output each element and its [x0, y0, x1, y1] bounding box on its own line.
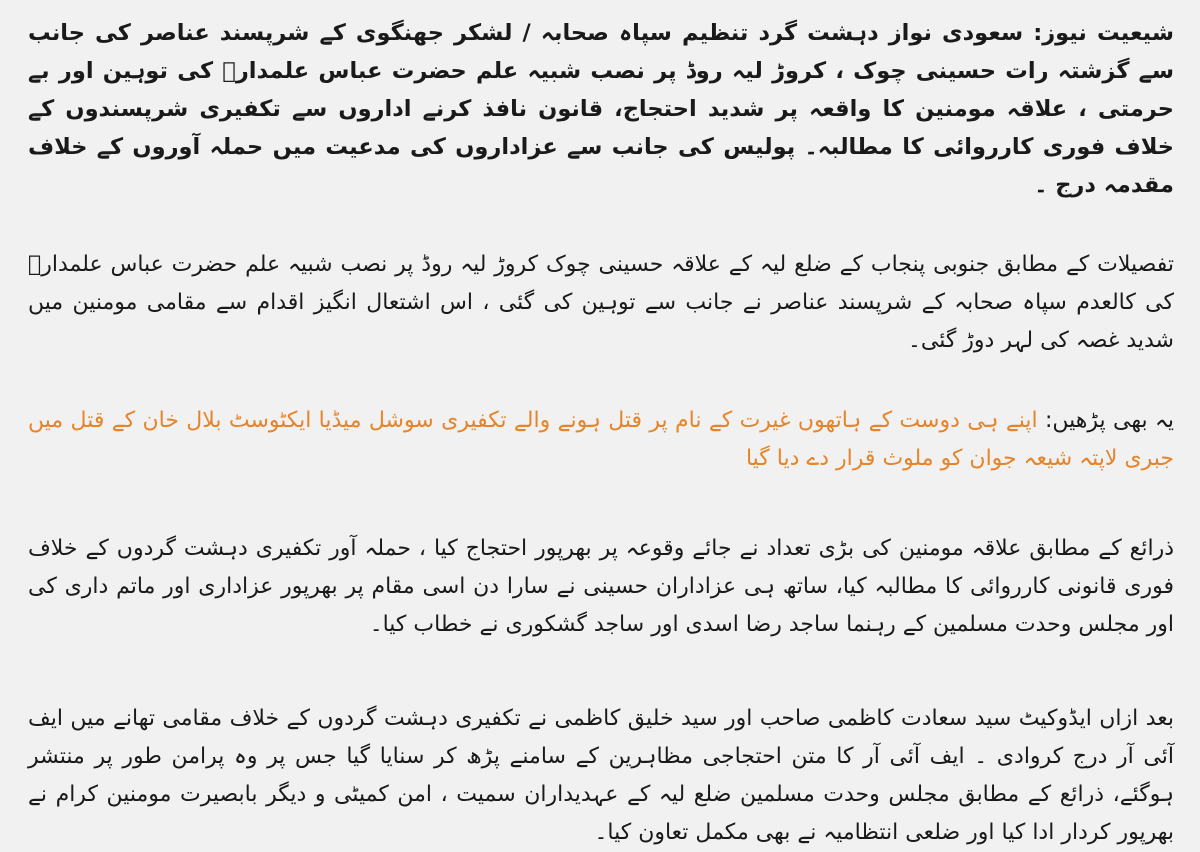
fir-paragraph: بعد ازاں ایڈوکیٹ سید سعادت کاظمی صاحب اور سید خلیق کاظمی نے تکفیری دہشت گردوں کے خلاف مقامی تھانے میں ایف آئی آر درج کروادی ۔ ایف آئی آر کا متن احتجاجی مظاہرین کے سامنے پڑھ کر سنایا گیا جس پر وہ پرامن طور پر منتشر ہوگئے، ذرائع کے مطابق مجلس وحدت مسلمین ضلع لیہ کے عہدیداران سمیت ، امن کمیٹی و دیگر بابصیرت مومنین کرام نے بھرپور کردار ادا کیا اور ضلعی انتظامیہ نے بھی مکمل تعاون کیا۔	[28, 706, 1174, 845]
also-read-label: یہ بھی پڑھیں:	[1044, 408, 1174, 433]
sources-paragraph: ذرائع کے مطابق علاقہ مومنین کی بڑی تعداد نے جائے وقوعہ پر بھرپور احتجاج کیا ، حملہ آور تکفیری دہشت گردوں کے خلاف فوری قانونی کارروائی کا مطالبہ کیا، ساتھ ہی عزاداران حسینی نے سارا دن اسی مقام پر بھرپور عزاداری اور ماتم داری کی اور مجلس وحدت مسلمین کے رہنما ساجد رضا اسدی اور ساجد گشکوری نے خطاب کیا۔	[28, 536, 1174, 637]
also-read-block	[28, 402, 1174, 478]
also-read-link[interactable]: اپنے ہی دوست کے ہاتھوں غیرت کے نام پر قتل ہونے والے تکفیری سوشل میڈیا ایکٹوسٹ بلال خان کے قتل میں جبری لاپتہ شیعہ جوان کو ملوث قرار دے دیا گیا	[28, 408, 1174, 471]
lead-paragraph: شیعیت نیوز: سعودی نواز دہشت گرد تنظیم سپاہ صحابہ / لشکر جھنگوی کے شرپسند عناصر کی جانب سے گزشتہ رات حسینی چوک ، کروڑ لیہ روڈ پر نصب شبیہ علم حضرت عباس علمدارؑ کی توہین اور بے حرمتی ، علاقہ مومنین کا واقعہ پر شدید احتجاج، قانون نافذ کرنے اداروں سے تکفیری شرپسندوں کے خلاف فوری کارروائی کا مطالبہ۔ پولیس کی جانب سے عزاداروں کی مدعیت میں حملہ آوروں کے خلاف مقدمہ درج ۔	[28, 20, 1174, 198]
details-paragraph: تفصیلات کے مطابق جنوبی پنجاب کے ضلع لیہ کے علاقہ حسینی چوک کروڑ لیہ روڈ پر نصب شبیہ علم حضرت عباس علمدارؑ کی کالعدم سپاہ صحابہ کے شرپسند عناصر نے جانب سے توہین کی گئی ، اس اشتعال انگیز اقدام سے مقامی مومنین میں شدید غصہ کی لہر دوڑ گئی۔	[28, 252, 1174, 353]
